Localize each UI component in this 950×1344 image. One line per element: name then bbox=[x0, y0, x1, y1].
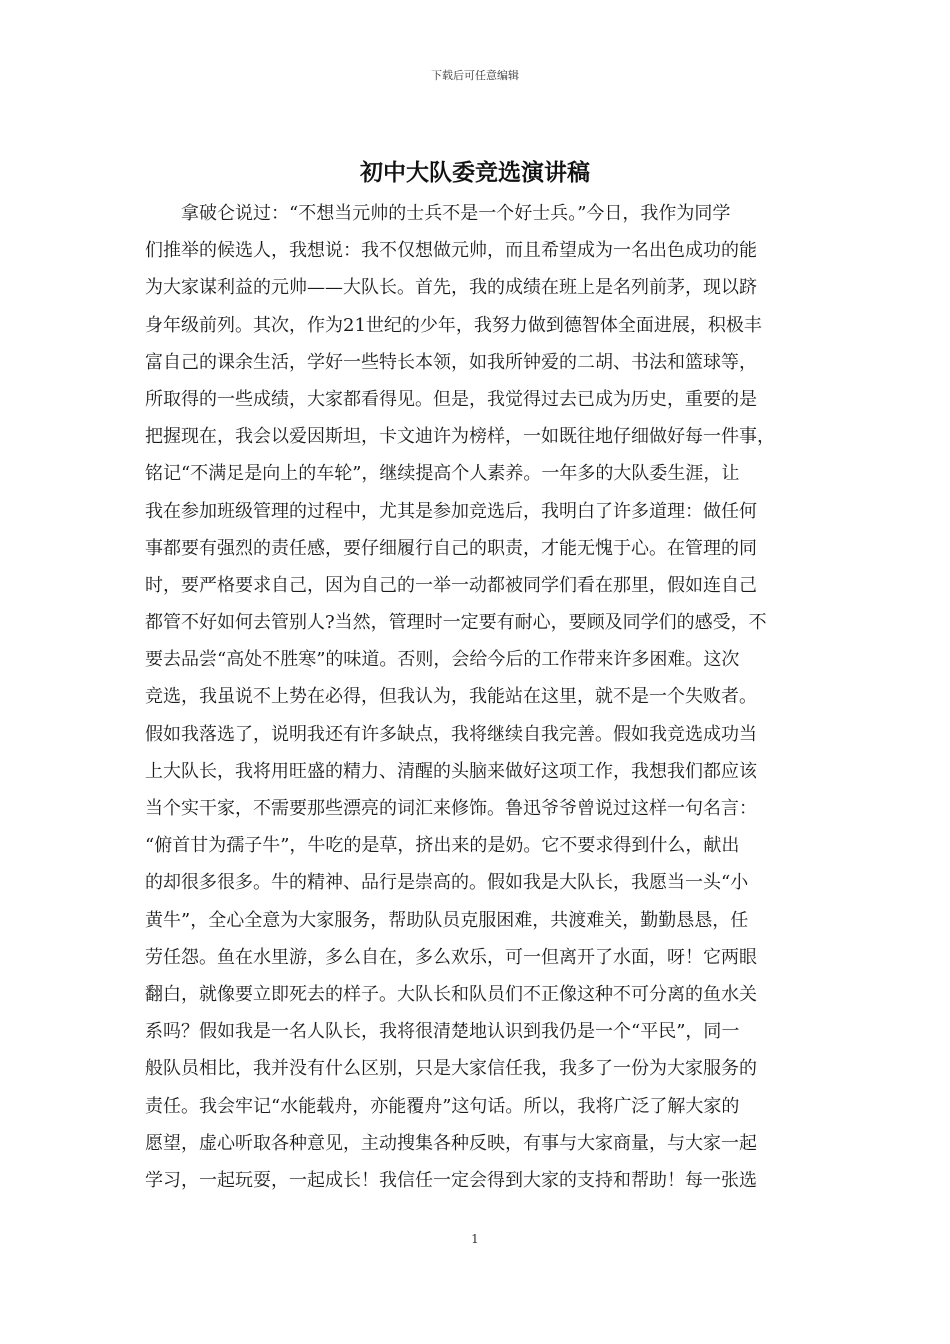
text-line: 为大家谋利益的元帅——大队长。首先，我的成绩在班上是名列前茅，现以跻 bbox=[145, 277, 757, 299]
text-line: 我在参加班级管理的过程中，尤其是参加竞选后，我明白了许多道理：做任何 bbox=[145, 500, 757, 522]
text-line: 上大队长，我将用旺盛的精力、清醒的头脑来做好这项工作，我想我们都应该 bbox=[145, 760, 757, 782]
text-line: 般队员相比，我并没有什么区别，只是大家信任我，我多了一份为大家服务的 bbox=[145, 1058, 757, 1080]
text-line: “俯首甘为孺子牛”，牛吃的是草，挤出来的是奶。它不要求得到什么，献出 bbox=[145, 835, 740, 857]
text-line: 们推举的候选人，我想说：我不仅想做元帅，而且希望成为一名出色成功的能 bbox=[145, 240, 757, 262]
text-line: 当个实干家，不需要那些漂亮的词汇来修饰。鲁迅爷爷曾说过这样一句名言： bbox=[145, 798, 757, 819]
text-line: 铭记“不满足是向上的车轮”，继续提高个人素养。一年多的大队委生涯，让 bbox=[145, 463, 740, 485]
text-line: 要去品尝“高处不胜寒”的味道。否则，会给今后的工作带来许多困难。这次 bbox=[145, 649, 740, 671]
document-body bbox=[145, 195, 821, 1199]
text-line: 把握现在，我会以爱因斯坦，卡文迪许为榜样，一如既往地仔细做好每一件事， bbox=[145, 426, 775, 448]
document-title: 初中大队委竞选演讲稿 bbox=[360, 159, 590, 186]
text-line: 所取得的一些成绩，大家都看得见。但是，我觉得过去已成为历史，重要的是 bbox=[145, 388, 757, 410]
text-line: 事都要有强烈的责任感，要仔细履行自己的职责，才能无愧于心。在管理的同 bbox=[145, 537, 757, 559]
text-line: 都管不好如何去管别人?当然，管理时一定要有耐心，要顾及同学们的感受，不 bbox=[145, 612, 767, 634]
text-line: 竞选，我虽说不上势在必得，但我认为，我能站在这里，就不是一个失败者。 bbox=[145, 686, 757, 708]
text-line: 劳任怨。鱼在水里游，多么自在，多么欢乐，可一但离开了水面，呀！它两眼 bbox=[145, 946, 757, 968]
text-line: 假如我落选了，说明我还有许多缺点，我将继续自我完善。假如我竞选成功当 bbox=[145, 723, 757, 745]
text-line: 富自己的课余生活，学好一些特长本领，如我所钟爱的二胡、书法和篮球等， bbox=[145, 351, 757, 373]
text-line: 翻白，就像要立即死去的样子。大队长和队员们不正像这种不可分离的鱼水关 bbox=[145, 983, 757, 1005]
text-line: 身年级前列。其次，作为21世纪的少年，我努力做到德智体全面进展，积极丰 bbox=[145, 314, 762, 336]
text-line: 愿望，虚心听取各种意见，主动搜集各种反映，有事与大家商量，与大家一起 bbox=[145, 1132, 757, 1154]
header-note: 下载后可任意编辑 bbox=[431, 69, 519, 82]
text-line: 时，要严格要求自己，因为自己的一举一动都被同学们看在那里，假如连自己 bbox=[145, 574, 757, 596]
text-line: 责任。我会牢记“水能载舟，亦能覆舟”这句话。所以，我将广泛了解大家的 bbox=[145, 1095, 740, 1117]
text-line: 黄牛”，全心全意为大家服务，帮助队员克服困难，共渡难关，勤勤恳恳，任 bbox=[145, 909, 749, 931]
text-line: 学习，一起玩耍，一起成长！我信任一定会得到大家的支持和帮助！每一张选 bbox=[145, 1169, 757, 1191]
text-line: 的却很多很多。牛的精神、品行是崇高的。假如我是大队长，我愿当一头“小 bbox=[145, 872, 749, 894]
text-line: 系吗？假如我是一名人队长，我将很清楚地认识到我仍是一个“平民”，同一 bbox=[145, 1021, 740, 1043]
text-line: 拿破仑说过：“不想当元帅的士兵不是一个好士兵。”今日，我作为同学 bbox=[181, 203, 731, 224]
page-number: 1 bbox=[471, 1232, 479, 1246]
